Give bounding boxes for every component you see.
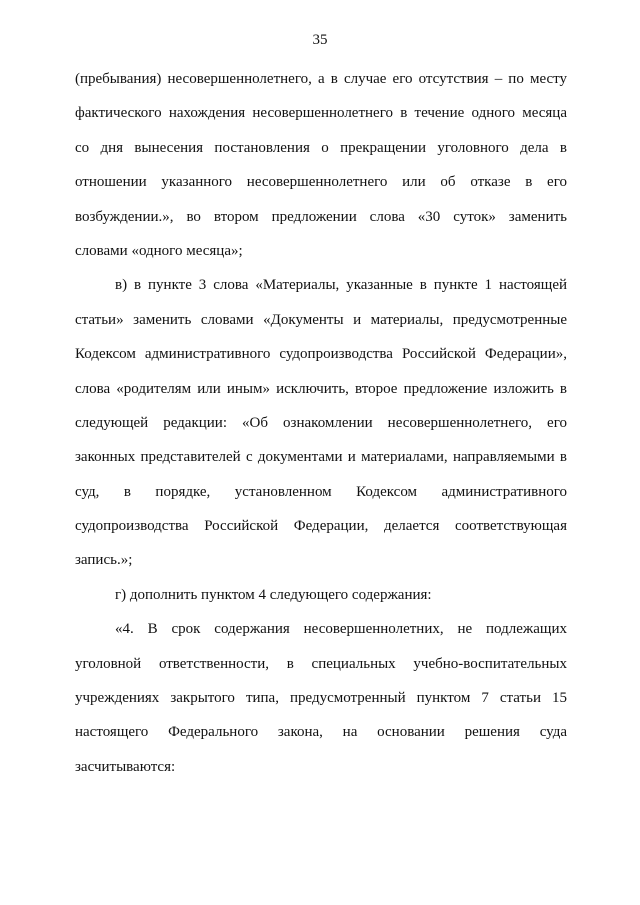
- paragraph: [75, 62, 567, 268]
- text-line: засчитываются:: [75, 758, 176, 775]
- text-line: суд, в порядке, установленном Кодексом административного: [75, 483, 567, 500]
- paragraph: [75, 268, 567, 578]
- text-line: в) в пункте 3 слова «Материалы, указанные в пункте 1 настоящей: [115, 277, 567, 294]
- paragraph: [75, 612, 567, 784]
- text-line: «4. В срок содержания несовершеннолетних, не подлежащих: [115, 621, 567, 638]
- paragraph: [75, 578, 567, 612]
- text-line: слова «родителям или иным» исключить, второе предложение изложить в: [75, 380, 567, 397]
- text-line: возбуждении.», во втором предложении слова «30 суток» заменить: [75, 208, 567, 225]
- text-line: уголовной ответственности, в специальных учебно-воспитательных: [75, 655, 567, 672]
- text-line: (пребывания) несовершеннолетнего, а в случае его отсутствия – по месту: [75, 71, 567, 87]
- text-line: фактического нахождения несовершеннолетнего в течение одного месяца: [75, 105, 567, 122]
- text-line: судопроизводства Российской Федерации, делается соответствующая: [75, 518, 567, 535]
- text-line: словами «одного месяца»;: [75, 242, 243, 259]
- text-line: запись.»;: [75, 552, 133, 569]
- text-line: отношении указанного несовершеннолетнего или об отказе в его: [75, 174, 567, 191]
- text-line: настоящего Федерального закона, на основании решения суда: [75, 724, 567, 741]
- text-line: со дня вынесения постановления о прекращении уголовного дела в: [75, 139, 567, 156]
- text-line: г) дополнить пунктом 4 следующего содержания:: [115, 586, 432, 603]
- text-line: следующей редакции: «Об ознакомлении несовершеннолетнего, его: [75, 414, 567, 431]
- text-line: учреждениях закрытого типа, предусмотренный пунктом 7 статьи 15: [75, 690, 567, 707]
- text-line: Кодексом административного судопроизводства Российской Федерации»,: [75, 346, 567, 363]
- text-line: статьи» заменить словами «Документы и материалы, предусмотренные: [75, 311, 567, 328]
- document-body: [75, 62, 567, 784]
- page-number: 35: [312, 32, 328, 48]
- text-line: законных представителей с документами и материалами, направляемыми в: [75, 449, 567, 466]
